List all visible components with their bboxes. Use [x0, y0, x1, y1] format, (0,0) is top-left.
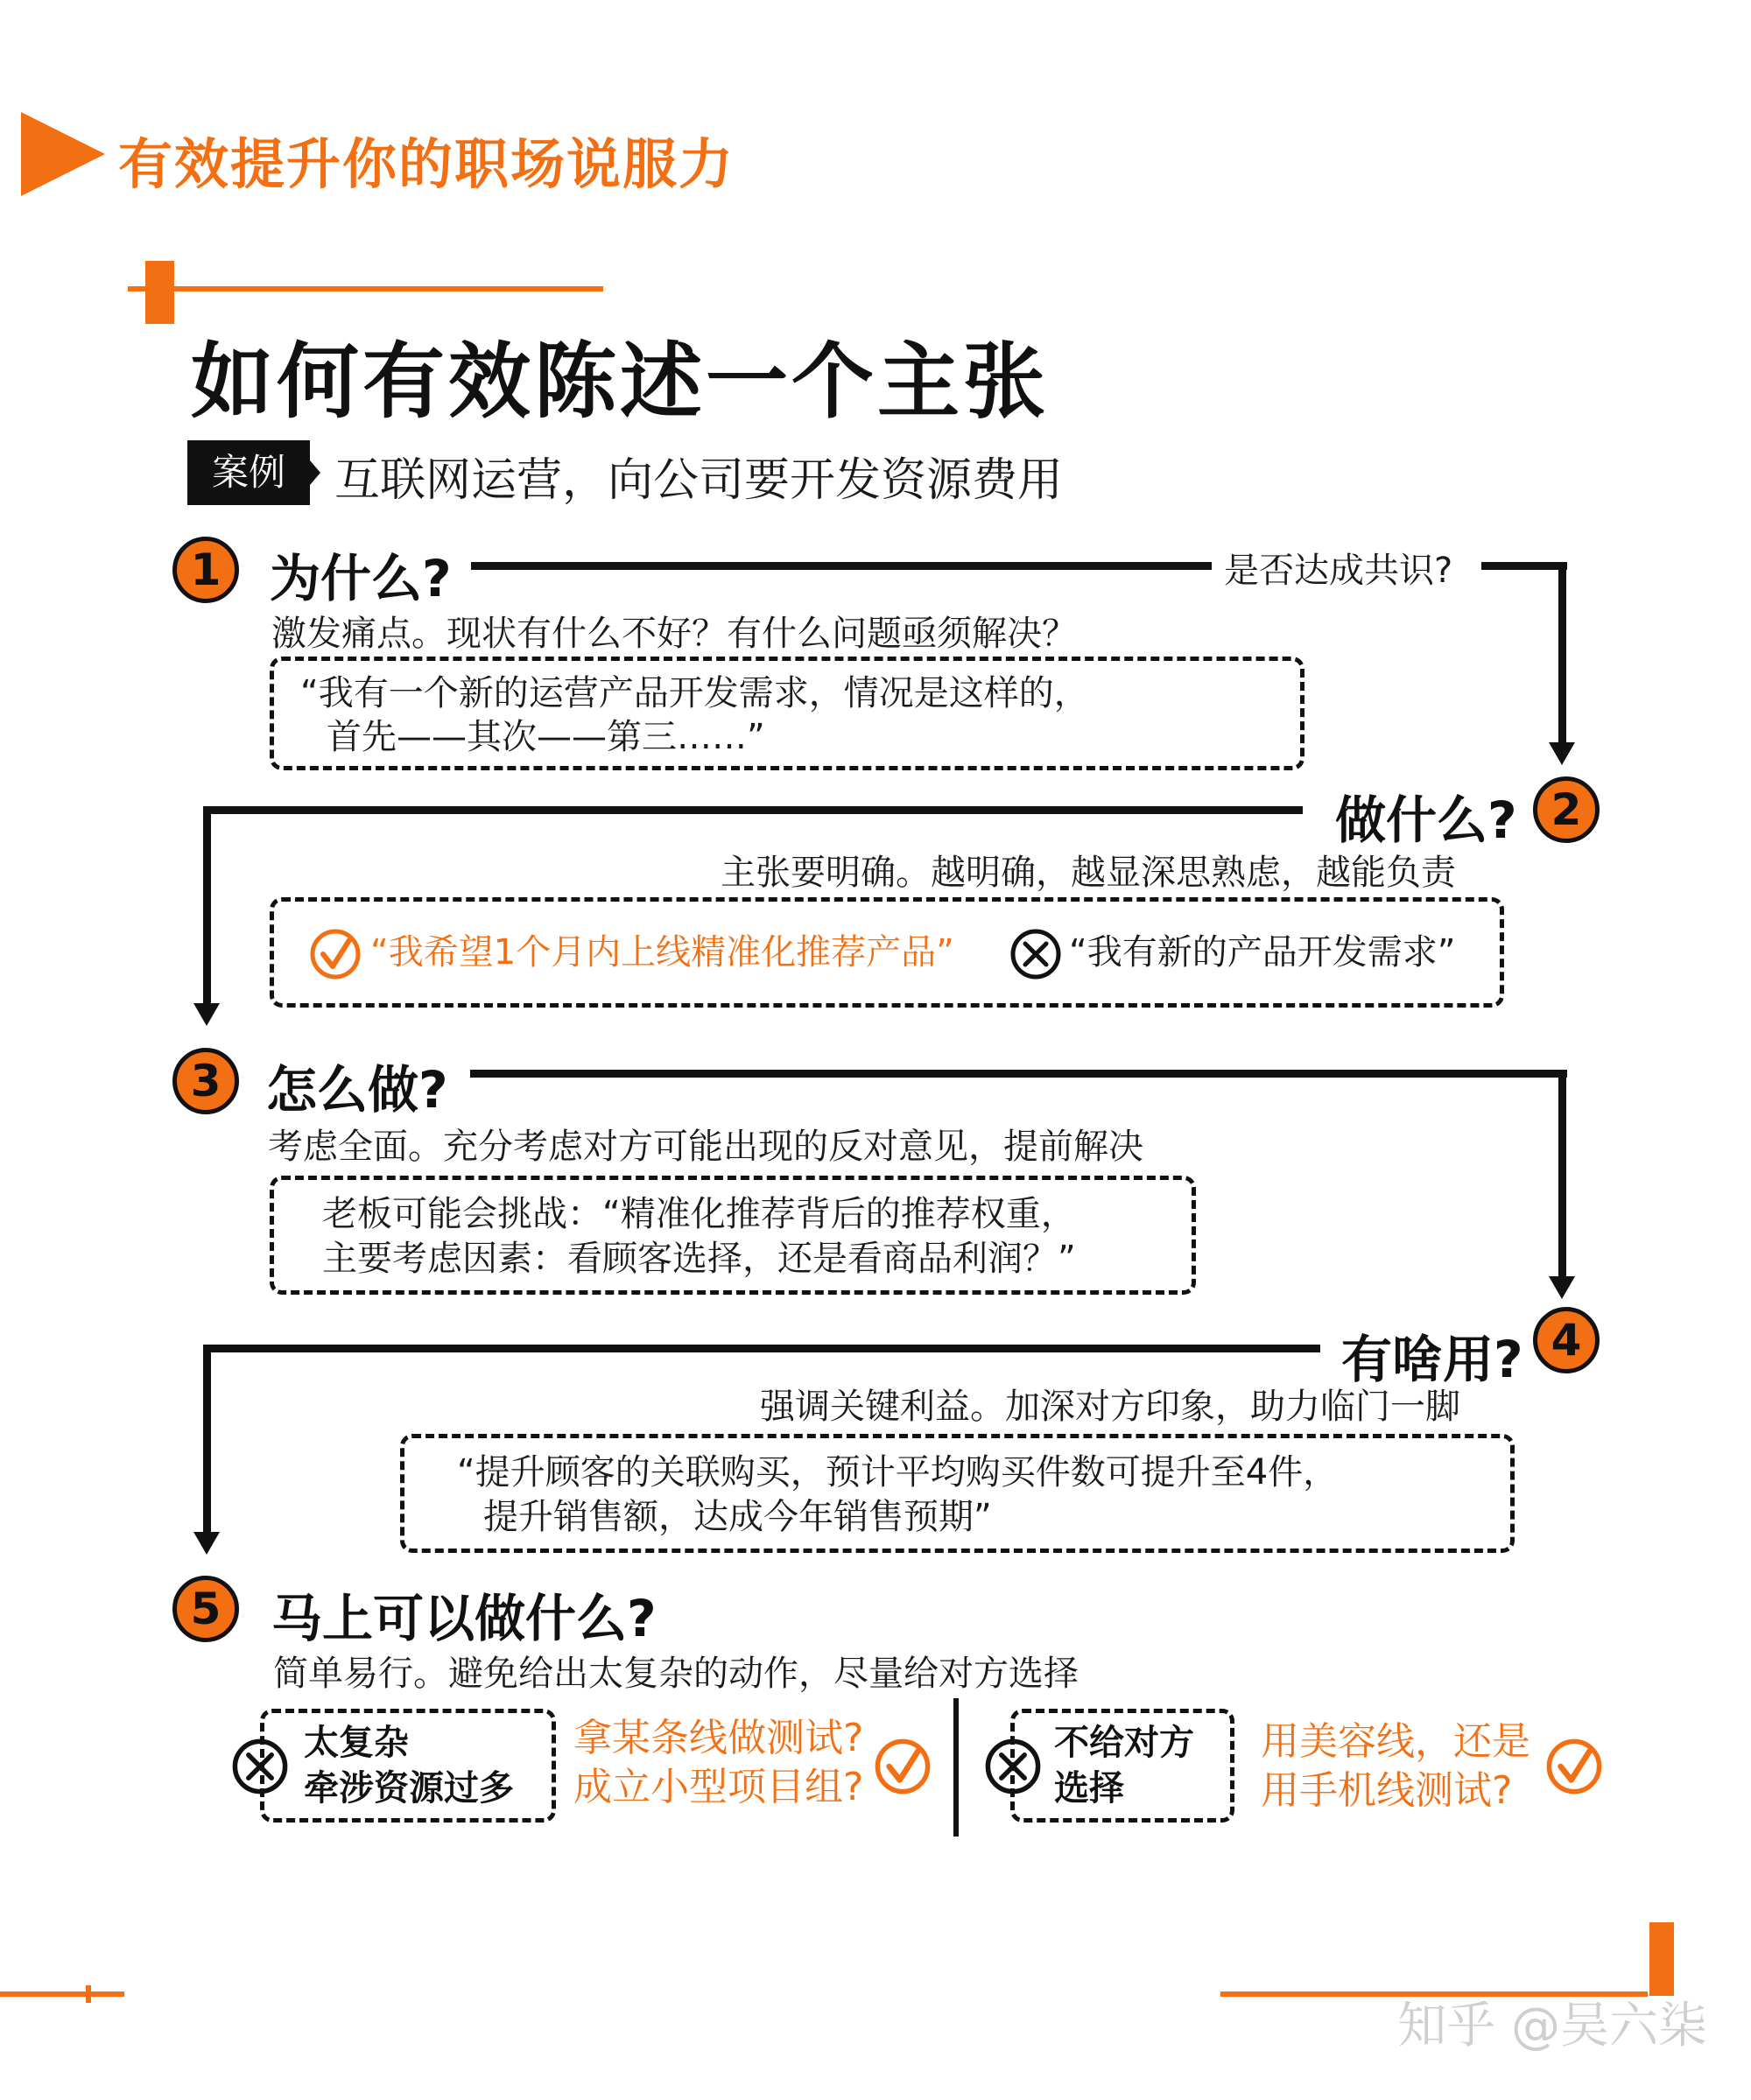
step-5-question: 马上可以做什么?: [271, 1589, 657, 1648]
step-3-quote-line-1: 老板可能会挑战：“精准化推荐背后的推荐权重，: [322, 1194, 1076, 1234]
step-4-question: 有啥用?: [1341, 1330, 1523, 1389]
step-1-quote-line-1: “我有一个新的运营产品开发需求，情况是这样的，: [300, 673, 1089, 713]
step-2-connector-line: [203, 806, 1303, 814]
option-1-bad-line-1: 太复杂: [304, 1723, 409, 1763]
step-3-arrow-icon: [1549, 1276, 1575, 1299]
option-2-bad-line-1: 不给对方: [1054, 1723, 1194, 1763]
step-1-number: 1: [172, 537, 239, 603]
step-3-connector-drop: [1558, 1070, 1566, 1280]
step-3-number: 3: [172, 1048, 239, 1114]
step-1-quote-line-2: 首先——其次——第三……”: [327, 717, 765, 757]
option-2-good-line-2: 用手机线测试?: [1261, 1768, 1513, 1813]
step-2-question: 做什么?: [1335, 790, 1517, 850]
step-1-side-label: 是否达成共识?: [1224, 551, 1453, 591]
title-decor-line: [128, 286, 603, 291]
step-2-number: 2: [1533, 776, 1600, 843]
option-2-bad-box: [1010, 1709, 1234, 1823]
step-1-connector-line-right: [1481, 562, 1567, 570]
step-1-connector-drop: [1558, 562, 1566, 746]
step-2-good-example: “我希望1个月内上线精准化推荐产品”: [370, 932, 954, 973]
step-4-desc: 强调关键利益。加深对方印象，助力临门一脚: [760, 1387, 1460, 1427]
option-1-good-line-2: 成立小型项目组?: [573, 1765, 864, 1809]
step-3-desc: 考虑全面。充分考虑对方可能出现的反对意见，提前解决: [268, 1127, 1143, 1167]
option-1-good-line-1: 拿某条线做测试?: [573, 1716, 864, 1760]
step-4-quote-line-1: “提升顾客的关联购买，预计平均购买件数可提升至4件，: [457, 1452, 1339, 1492]
step-3-quote-line-2: 主要考虑因素：看顾客选择，还是看商品利润？”: [322, 1239, 1076, 1279]
step-2-arrow-icon: [193, 1003, 220, 1026]
step-5-desc: 简单易行。避免给出太复杂的动作，尽量给对方选择: [273, 1654, 1079, 1694]
cross-circle-icon: [1009, 928, 1062, 980]
case-text: 互联网运营，向公司要开发资源费用: [334, 454, 1064, 507]
footer-right-post: [1649, 1922, 1674, 1996]
step-3-question: 怎么做?: [266, 1060, 448, 1120]
step-2-bad-example: “我有新的产品开发需求”: [1069, 932, 1456, 973]
step-3-quote-box: [270, 1176, 1196, 1295]
step-1-quote-box: [270, 657, 1304, 770]
step-4-quote-line-2: 提升销售额，达成今年销售预期”: [483, 1497, 992, 1537]
check-circle-icon: [309, 928, 362, 980]
main-title: 如何有效陈述一个主张: [191, 334, 1050, 430]
title-decor-post: [145, 261, 174, 324]
step-3-connector-line: [470, 1070, 1567, 1078]
step-1-question: 为什么?: [270, 549, 452, 608]
step-4-connector-line: [203, 1345, 1320, 1352]
step-2-desc: 主张要明确。越明确，越显深思熟虑，越能负责: [721, 853, 1456, 893]
step-2-connector-drop: [203, 806, 211, 1008]
step-4-number: 4: [1533, 1307, 1600, 1373]
step-5-number: 5: [172, 1576, 239, 1642]
step-4-quote-box: [400, 1434, 1515, 1553]
step-1-connector-line: [471, 562, 1212, 570]
case-tag-pointer: [310, 460, 320, 485]
check-circle-icon: [1545, 1738, 1603, 1795]
options-divider: [953, 1698, 959, 1837]
footer-left-line: [0, 1991, 124, 1997]
step-1-desc: 激发痛点。现状有什么不好？有什么问题亟须解决？: [271, 614, 1077, 654]
option-2-bad-line-2: 选择: [1054, 1768, 1124, 1809]
step-1-arrow-icon: [1549, 742, 1575, 765]
option-1-bad-line-2: 牵涉资源过多: [304, 1768, 514, 1809]
case-tag: 案例: [187, 440, 310, 505]
footer-left-tick: [86, 1985, 91, 2003]
step-2-example-box: [270, 897, 1504, 1008]
step-4-connector-drop: [203, 1345, 211, 1535]
header-title: 有效提升你的职场说服力: [118, 132, 735, 196]
check-circle-icon: [874, 1738, 932, 1795]
watermark: 知乎 @吴六柒: [1397, 1998, 1707, 2054]
header-play-icon: [21, 112, 105, 196]
step-4-arrow-icon: [193, 1532, 220, 1555]
option-1-bad-box: [260, 1709, 556, 1823]
option-2-good-line-1: 用美容线，还是: [1261, 1719, 1530, 1764]
